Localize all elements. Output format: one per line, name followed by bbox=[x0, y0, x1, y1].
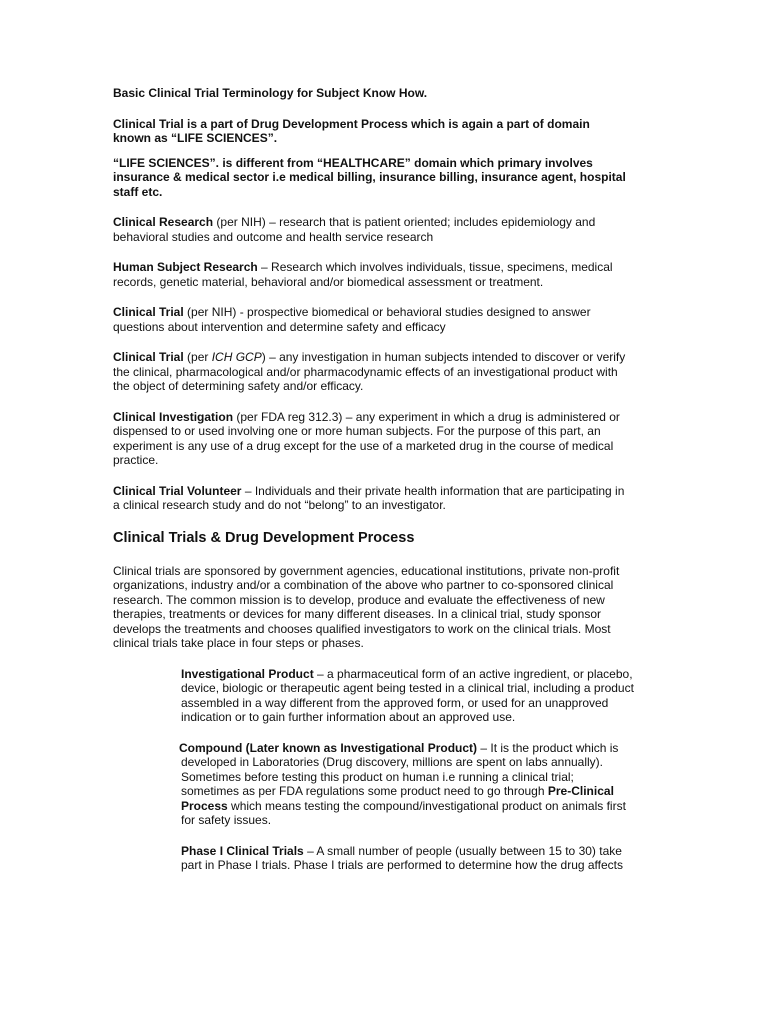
definition-term: Compound (Later known as Investigational Product) bbox=[179, 740, 478, 755]
definition-term: Phase I Clinical Trials bbox=[181, 843, 304, 858]
investigational-product-paragraph: Investigational Product – a pharmaceutical form of an active ingredient, or placebo, device, biologic or therapeutic agent being tested in a clinical trial, including a product assembled in a way different from the approved form, or used for an unapproved indication or to gain further information about an approved use. bbox=[181, 666, 634, 724]
definition-clinical-research: Clinical Research (per NIH) – research that is patient oriented; includes epidemiology and behavioral studies and outcome and health service research bbox=[113, 215, 596, 244]
definition-term: Investigational Product bbox=[181, 666, 314, 681]
document-title: Basic Clinical Trial Terminology for Subject Know How. bbox=[113, 86, 428, 100]
compound-paragraph: Compound (Later known as Investigational Product) – It is the product which is developed in Laboratories (Drug discovery, millions are spent on labs annually). Sometimes before testing this product on human i.e running a clinical trial; sometimes as per FDA regulations some product need to go through Pre-Clinical Process which means testing the compound/investigational product on animals first for safety issues. bbox=[179, 740, 626, 827]
definition-clinical-trial-volunteer: Clinical Trial Volunteer – Individuals and their private health information that are participating in a clinical research study and do not “belong” to an investigator. bbox=[113, 483, 625, 512]
definition-term: Clinical Trial Volunteer bbox=[113, 483, 242, 498]
section-heading: Clinical Trials & Drug Development Process bbox=[113, 529, 415, 546]
definition-term: Clinical Trial bbox=[113, 350, 184, 364]
section-body-paragraph: Clinical trials are sponsored by government agencies, educational institutions, private non-profit organizations, industry and/or a combination of the above who partner to co-sponsored clinical research. The common mission is to develop, produce and evaluate the effectiveness of new therapies, treatments or devices for many different diseases. In a clinical trial, study sponsor develops the treatments and chooses qualified investigators to work on the clinical trials. Most clinical trials take place in four steps or phases. bbox=[113, 563, 620, 650]
definition-term: Clinical Trial bbox=[113, 305, 184, 319]
definition-clinical-trial-nih: Clinical Trial (per NIH) - prospective biomedical or behavioral studies designed to answer questions about intervention and determine safety and efficacy bbox=[113, 305, 591, 334]
document-body bbox=[113, 86, 658, 873]
intro-paragraph: Clinical Trial is a part of Drug Development Process which is again a part of domain known as “LIFE SCIENCES”. bbox=[113, 116, 590, 145]
definition-clinical-trial-ich: Clinical Trial (per ICH GCP) – any investigation in human subjects intended to discover or verify the clinical, pharmacological and/or pharmacodynamic effects of an investigational product with the object of determining safety and/or efficacy. bbox=[113, 350, 626, 393]
definition-human-subject-research: Human Subject Research – Research which involves individuals, tissue, specimens, medical records, genetic material, behavioral and/or biomedical assessment or treatment. bbox=[113, 260, 613, 289]
definition-term: Clinical Investigation bbox=[113, 409, 234, 424]
definition-term: Human Subject Research bbox=[113, 260, 258, 274]
phase-one-paragraph: Phase I Clinical Trials – A small number of people (usually between 15 to 30) take part in Phase I trials. Phase I trials are performed to determine how the drug affects bbox=[181, 843, 624, 872]
definition-clinical-investigation: Clinical Investigation (per FDA reg 312.3) – any experiment in which a drug is administered or dispensed to or used involving one or more human subjects. For the purpose of this part, an experiment is any use of a drug except for the use of a marketed drug in the course of medical practice. bbox=[113, 409, 620, 467]
life-sciences-paragraph: “LIFE SCIENCES”. is different from “HEALTHCARE” domain which primary involves insurance & medical sector i.e medical billing, insurance billing, insurance agent, hospital staff etc. bbox=[113, 155, 626, 199]
definition-term: Clinical Research bbox=[113, 215, 214, 229]
